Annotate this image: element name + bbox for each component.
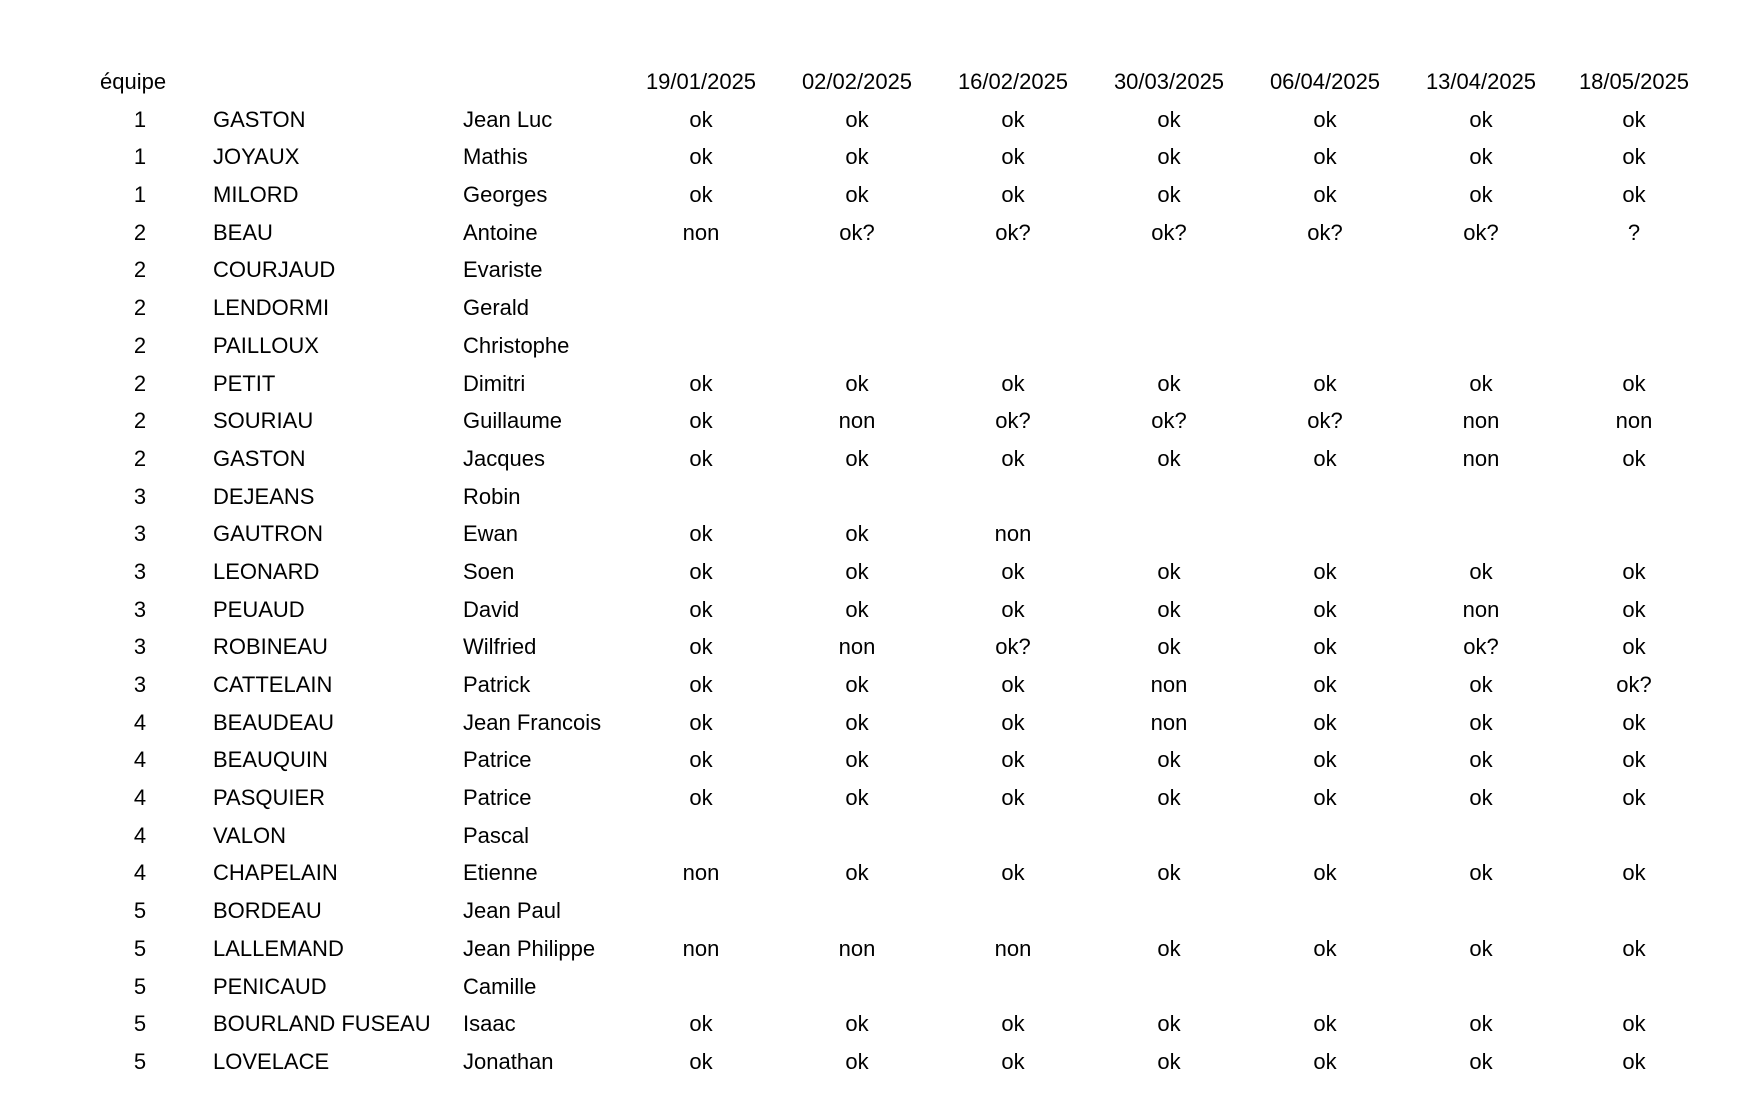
header-date: 18/05/2025 (1578, 69, 1690, 94)
status-cell: ok (845, 558, 869, 584)
status-cell (1247, 251, 1403, 289)
table-row (0, 666, 1753, 704)
status-cell: ok (1469, 370, 1493, 396)
status-cell: non (1150, 672, 1188, 697)
status-cell: ok (689, 445, 713, 471)
table-row (0, 327, 1753, 365)
team-cell: 3 (133, 558, 147, 584)
first-name-cell: Guillaume (463, 408, 563, 434)
team-cell: 3 (133, 521, 147, 547)
status-cell: ok (1622, 370, 1646, 396)
team-cell: 5 (133, 973, 147, 999)
status-cell: non (994, 521, 1032, 547)
team-cell: 2 (133, 295, 147, 321)
first-name-cell: Etienne (463, 860, 538, 886)
status-cell (935, 327, 1091, 365)
status-cell: ok (1157, 370, 1181, 396)
status-cell: ok (1157, 445, 1181, 471)
status-cell: ok (1622, 558, 1646, 584)
table-row (0, 1043, 1753, 1081)
status-cell: ok (1313, 1011, 1337, 1037)
table-row (0, 402, 1753, 440)
status-cell (1247, 289, 1403, 327)
status-cell: non (838, 634, 876, 660)
status-cell: ok (689, 521, 713, 547)
last-name-cell: PEUAUD (213, 596, 305, 622)
status-cell: non (682, 860, 720, 886)
status-cell (1247, 327, 1403, 365)
status-cell: ok (845, 106, 869, 132)
status-cell: ok (1313, 182, 1337, 208)
status-cell: ok (1313, 709, 1337, 735)
first-name-cell: David (463, 596, 520, 622)
status-cell (935, 478, 1091, 516)
last-name-cell: PASQUIER (213, 785, 326, 811)
first-name-cell: Soen (463, 558, 515, 584)
status-cell: ok (1001, 1011, 1025, 1037)
status-cell: ok (1157, 596, 1181, 622)
status-cell (935, 251, 1091, 289)
last-name-cell: ROBINEAU (213, 634, 328, 660)
status-cell: ok (1622, 860, 1646, 886)
status-cell: ok (1157, 935, 1181, 961)
status-cell: ok? (1151, 219, 1187, 245)
status-cell: ok (1157, 1048, 1181, 1074)
header-team: équipe (100, 69, 167, 94)
status-cell: ok (845, 596, 869, 622)
status-cell (1091, 289, 1247, 327)
last-name-cell: BEAUDEAU (213, 709, 335, 735)
first-name-cell: Patrice (463, 747, 532, 773)
status-cell (1559, 478, 1709, 516)
status-cell: ok (689, 709, 713, 735)
table-row (0, 968, 1753, 1006)
status-cell (1559, 817, 1709, 855)
status-cell: ok (845, 182, 869, 208)
attendance-sheet (0, 63, 1753, 1081)
first-name-cell: Camille (463, 973, 537, 999)
last-name-cell: CATTELAIN (213, 672, 333, 697)
last-name-cell: VALON (213, 822, 286, 848)
status-cell (1247, 515, 1403, 553)
status-cell: ok? (1307, 219, 1343, 245)
table-row (0, 553, 1753, 591)
status-cell: ok (1313, 558, 1337, 584)
status-cell: ok (1469, 672, 1493, 697)
first-name-cell: Patrick (463, 672, 531, 697)
status-cell (1403, 327, 1559, 365)
status-cell: ok (1313, 106, 1337, 132)
team-cell: 2 (133, 370, 147, 396)
status-cell: ok (1313, 634, 1337, 660)
status-cell (779, 817, 935, 855)
team-cell: 2 (133, 408, 147, 434)
status-cell: ok (1157, 1011, 1181, 1037)
status-cell (779, 892, 935, 930)
team-cell: 4 (133, 709, 147, 735)
status-cell: non (1150, 709, 1188, 735)
last-name-cell: BORDEAU (213, 898, 322, 924)
status-cell: non (1462, 445, 1500, 471)
team-cell: 2 (133, 219, 147, 245)
last-name-cell: JOYAUX (213, 144, 300, 170)
status-cell: ok (845, 672, 869, 697)
status-cell: ? (1627, 219, 1641, 245)
status-cell: ok (1157, 106, 1181, 132)
first-name-cell: Jean Luc (463, 106, 553, 132)
status-cell: ok (1001, 182, 1025, 208)
status-cell (1559, 251, 1709, 289)
status-cell: ok (1001, 144, 1025, 170)
team-cell: 3 (133, 483, 147, 509)
status-cell: ok (1001, 1048, 1025, 1074)
status-cell: ok (689, 672, 713, 697)
status-cell (623, 817, 779, 855)
status-cell: ok (845, 747, 869, 773)
status-cell: ok (1157, 747, 1181, 773)
status-cell: ok (1001, 106, 1025, 132)
status-cell: ok? (1307, 408, 1343, 434)
team-cell: 4 (133, 747, 147, 773)
last-name-cell: MILORD (213, 182, 299, 208)
table-row (0, 138, 1753, 176)
status-cell: ok (1001, 785, 1025, 811)
first-name-cell: Wilfried (463, 634, 537, 660)
table-row (0, 817, 1753, 855)
status-cell: ok (1313, 370, 1337, 396)
status-cell: ok (845, 709, 869, 735)
first-name-cell: Isaac (463, 1011, 516, 1037)
status-cell: ok (689, 106, 713, 132)
status-cell (1091, 817, 1247, 855)
header-date: 13/04/2025 (1425, 69, 1537, 94)
status-cell: ok (845, 1011, 869, 1037)
header-date: 16/02/2025 (957, 69, 1069, 94)
table-row (0, 214, 1753, 252)
status-cell: ok (689, 370, 713, 396)
first-name-cell: Jean Francois (463, 709, 602, 735)
status-cell: ok (689, 1011, 713, 1037)
status-cell: ok (1469, 860, 1493, 886)
table-row (0, 628, 1753, 666)
header-date: 06/04/2025 (1269, 69, 1381, 94)
last-name-cell: COURJAUD (213, 257, 336, 283)
status-cell: ok (1469, 1011, 1493, 1037)
status-cell: ok (1001, 370, 1025, 396)
status-cell: ok (845, 144, 869, 170)
status-cell (1247, 968, 1403, 1006)
last-name-cell: PAILLOUX (213, 332, 319, 358)
last-name-cell: LALLEMAND (213, 935, 344, 961)
last-name-cell: BOURLAND FUSEAU (213, 1011, 431, 1037)
status-cell: ok (689, 1048, 713, 1074)
table-row (0, 478, 1753, 516)
first-name-cell: Mathis (463, 144, 528, 170)
status-cell: ok (1313, 1048, 1337, 1074)
status-cell (779, 478, 935, 516)
status-cell: ok (1313, 935, 1337, 961)
status-cell: non (682, 935, 720, 961)
status-cell: ok (1469, 106, 1493, 132)
status-cell: ok? (1463, 219, 1499, 245)
last-name-cell: CHAPELAIN (213, 860, 338, 886)
status-cell: ok (689, 747, 713, 773)
status-cell: ok (845, 370, 869, 396)
table-row (0, 176, 1753, 214)
status-cell: ok (845, 521, 869, 547)
status-cell: ok? (1616, 672, 1652, 697)
status-cell (623, 968, 779, 1006)
first-name-cell: Ewan (463, 521, 519, 547)
status-cell: ok (1469, 558, 1493, 584)
status-cell (779, 968, 935, 1006)
status-cell (1247, 817, 1403, 855)
last-name-cell: LEONARD (213, 558, 320, 584)
status-cell: non (1462, 408, 1500, 434)
header-row (0, 63, 1753, 101)
first-name-cell: Pascal (463, 822, 530, 848)
status-cell (1403, 817, 1559, 855)
first-name-cell: Antoine (463, 219, 538, 245)
table-row (0, 101, 1753, 139)
status-cell (1403, 251, 1559, 289)
table-row (0, 591, 1753, 629)
team-cell: 3 (133, 672, 147, 697)
status-cell (1091, 251, 1247, 289)
status-cell (1403, 968, 1559, 1006)
first-name-cell: Patrice (463, 785, 532, 811)
team-cell: 1 (133, 182, 147, 208)
status-cell: non (682, 219, 720, 245)
header-date: 19/01/2025 (645, 69, 757, 94)
status-cell: ok (1622, 785, 1646, 811)
status-cell: non (1615, 408, 1653, 434)
status-cell: ok (1313, 445, 1337, 471)
status-cell (623, 327, 779, 365)
status-cell: ok? (1151, 408, 1187, 434)
status-cell (1247, 478, 1403, 516)
first-name-cell: Christophe (463, 332, 570, 358)
status-cell (1091, 327, 1247, 365)
header-date: 30/03/2025 (1113, 69, 1225, 94)
first-name-cell: Dimitri (463, 370, 526, 396)
table-row (0, 854, 1753, 892)
table-row (0, 892, 1753, 930)
status-cell (1403, 289, 1559, 327)
status-cell (1559, 892, 1709, 930)
status-cell (935, 817, 1091, 855)
status-cell: ok (1469, 935, 1493, 961)
table-row (0, 930, 1753, 968)
last-name-cell: SOURIAU (213, 408, 314, 434)
status-cell: ok (1622, 935, 1646, 961)
status-cell (935, 968, 1091, 1006)
status-cell: ok (1622, 1048, 1646, 1074)
last-name-cell: GASTON (213, 445, 306, 471)
status-cell: ok (689, 558, 713, 584)
status-cell: ok (1469, 747, 1493, 773)
status-cell: ok? (995, 634, 1031, 660)
status-cell: ok (1001, 747, 1025, 773)
team-cell: 2 (133, 257, 147, 283)
table-row (0, 365, 1753, 403)
status-cell: ok (689, 144, 713, 170)
status-cell: ok (845, 445, 869, 471)
status-cell (623, 289, 779, 327)
status-cell: ok (689, 634, 713, 660)
team-cell: 1 (133, 106, 147, 132)
status-cell (623, 478, 779, 516)
status-cell: non (1462, 596, 1500, 622)
status-cell: ok (1622, 634, 1646, 660)
status-cell: ok (1157, 860, 1181, 886)
status-cell: ok? (995, 408, 1031, 434)
last-name-cell: GASTON (213, 106, 306, 132)
status-cell (1403, 892, 1559, 930)
status-cell: ok (1313, 747, 1337, 773)
status-cell (1559, 515, 1709, 553)
team-cell: 3 (133, 596, 147, 622)
last-name-cell: BEAUQUIN (213, 747, 328, 773)
last-name-cell: PETIT (213, 370, 276, 396)
status-cell: ok (1469, 144, 1493, 170)
last-name-cell: PENICAUD (213, 973, 327, 999)
status-cell: ok (1313, 860, 1337, 886)
last-name-cell: BEAU (213, 219, 273, 245)
last-name-cell: GAUTRON (213, 521, 323, 547)
status-cell (1403, 478, 1559, 516)
status-cell (1091, 968, 1247, 1006)
status-cell (779, 251, 935, 289)
first-name-cell: Jean Philippe (463, 935, 596, 961)
status-cell: ok (845, 1048, 869, 1074)
last-name-cell: LENDORMI (213, 295, 330, 321)
status-cell (1091, 892, 1247, 930)
table-row (0, 515, 1753, 553)
status-cell: ok (845, 785, 869, 811)
first-name-cell: Jean Paul (463, 898, 561, 924)
table-row (0, 741, 1753, 779)
status-cell: ok (1001, 672, 1025, 697)
first-name-cell: Evariste (463, 257, 543, 283)
status-cell (779, 327, 935, 365)
status-cell: ok (1469, 785, 1493, 811)
status-cell: ok (1622, 1011, 1646, 1037)
status-cell: ok? (1463, 634, 1499, 660)
first-name-cell: Jacques (463, 445, 545, 471)
team-cell: 5 (133, 1011, 147, 1037)
status-cell: ok (1469, 182, 1493, 208)
status-cell: ok? (839, 219, 875, 245)
status-cell: ok (1622, 106, 1646, 132)
status-cell (623, 251, 779, 289)
status-cell (1091, 478, 1247, 516)
status-cell: ok (689, 596, 713, 622)
status-cell: ok (1001, 558, 1025, 584)
first-name-cell: Robin (463, 483, 521, 509)
table-row (0, 440, 1753, 478)
last-name-cell: LOVELACE (213, 1048, 330, 1074)
table-row (0, 704, 1753, 742)
status-cell: ok (1622, 144, 1646, 170)
status-cell: ok (1157, 144, 1181, 170)
status-cell: ok (845, 860, 869, 886)
status-cell: ok (1622, 709, 1646, 735)
status-cell: ok (1469, 709, 1493, 735)
status-cell: ok (1622, 182, 1646, 208)
team-cell: 5 (133, 935, 147, 961)
status-cell: ok (1157, 182, 1181, 208)
status-cell: ok (1313, 596, 1337, 622)
first-name-cell: Gerald (463, 295, 530, 321)
status-cell: ok (1313, 672, 1337, 697)
status-cell: non (838, 408, 876, 434)
first-name-cell: Georges (463, 182, 548, 208)
table-row (0, 251, 1753, 289)
status-cell (1559, 327, 1709, 365)
status-cell: ok (1001, 445, 1025, 471)
status-cell: ok (1001, 709, 1025, 735)
status-cell (1091, 515, 1247, 553)
team-cell: 4 (133, 822, 147, 848)
team-cell: 2 (133, 445, 147, 471)
status-cell (1559, 289, 1709, 327)
status-cell (779, 289, 935, 327)
status-cell: ok (689, 408, 713, 434)
status-cell: non (838, 935, 876, 961)
header-date: 02/02/2025 (801, 69, 913, 94)
status-cell: ok (689, 785, 713, 811)
team-cell: 5 (133, 1048, 147, 1074)
status-cell: ok (689, 182, 713, 208)
table-row (0, 779, 1753, 817)
first-name-cell: Jonathan (463, 1048, 554, 1074)
table-row (0, 1005, 1753, 1043)
status-cell (1247, 892, 1403, 930)
team-cell: 5 (133, 898, 147, 924)
status-cell (935, 289, 1091, 327)
team-cell: 1 (133, 144, 147, 170)
status-cell: ok? (995, 219, 1031, 245)
status-cell: ok (1157, 785, 1181, 811)
last-name-cell: DEJEANS (213, 483, 315, 509)
status-cell (1403, 515, 1559, 553)
status-cell: ok (1157, 558, 1181, 584)
status-cell (1559, 968, 1709, 1006)
team-cell: 4 (133, 785, 147, 811)
status-cell: ok (1157, 634, 1181, 660)
team-cell: 2 (133, 332, 147, 358)
status-cell: ok (1469, 1048, 1493, 1074)
status-cell: non (994, 935, 1032, 961)
team-cell: 4 (133, 860, 147, 886)
status-cell: ok (1001, 860, 1025, 886)
status-cell: ok (1622, 747, 1646, 773)
status-cell (935, 892, 1091, 930)
status-cell: ok (1622, 445, 1646, 471)
status-cell: ok (1001, 596, 1025, 622)
table-row (0, 289, 1753, 327)
status-cell: ok (1622, 596, 1646, 622)
status-cell (623, 892, 779, 930)
status-cell: ok (1313, 785, 1337, 811)
team-cell: 3 (133, 634, 147, 660)
status-cell: ok (1313, 144, 1337, 170)
